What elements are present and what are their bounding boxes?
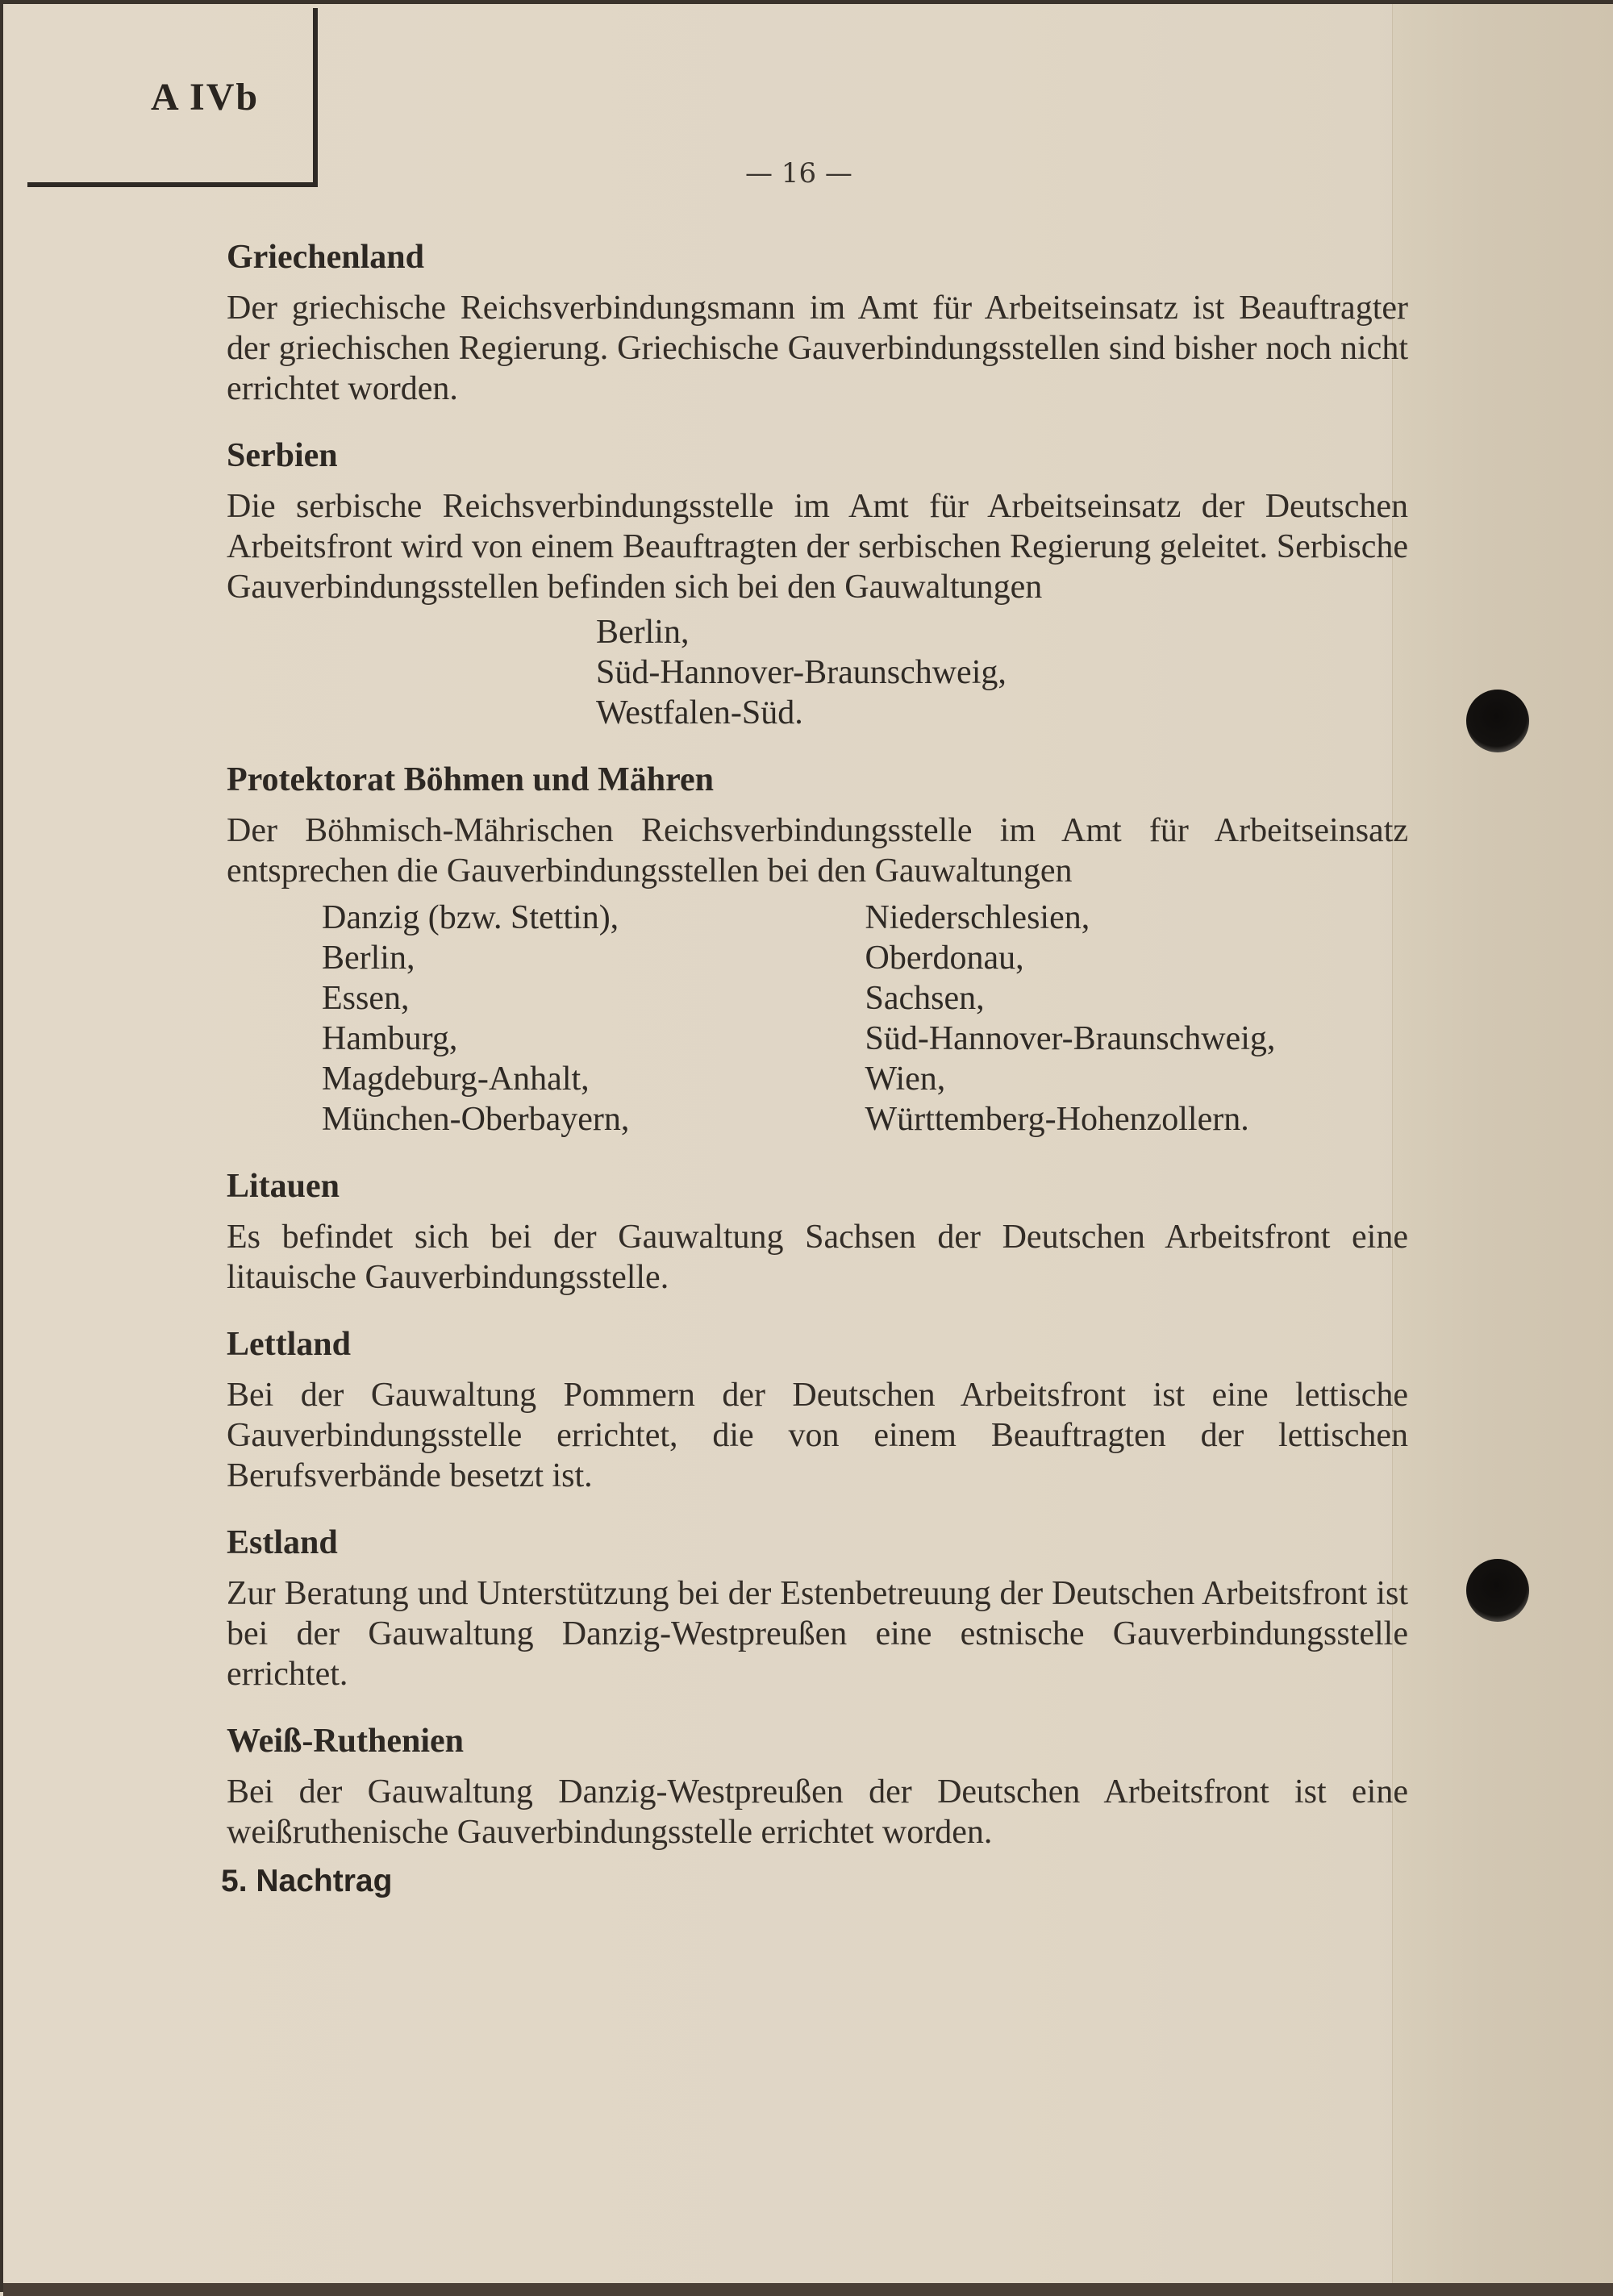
corner-label: A IVb: [151, 76, 260, 119]
list-item: Danzig (bzw. Stettin),: [322, 899, 619, 936]
section-paragraph: Bei der Gauwaltung Pommern der Deutschen Arbeitsfront ist eine lettische Gauverbindungsstelle errichtet, die von einem Beauftragten der lettischen Berufsverbände besetzt ist.: [227, 1377, 1408, 1494]
section-litauen: [227, 1167, 1408, 1298]
punch-hole-lower: [1466, 1559, 1529, 1622]
page-bottom-edge: [3, 2283, 1613, 2296]
list-item: Hamburg,: [322, 1020, 458, 1057]
list-item: Sachsen,: [865, 980, 985, 1017]
list-item: Süd-Hannover-Braunschweig,: [596, 654, 1007, 691]
section-lettland: [227, 1325, 1408, 1496]
page-number: — 16 —: [745, 157, 852, 190]
section-heading: Protektorat Böhmen und Mähren: [227, 761, 714, 798]
list-item: Berlin,: [322, 940, 415, 977]
list-item: Magdeburg-Anhalt,: [322, 1060, 590, 1098]
list-item: Westfalen-Süd.: [596, 694, 803, 731]
list-item: Niederschlesien,: [865, 899, 1090, 936]
document-body: [221, 238, 1408, 1899]
section-paragraph: Der griechische Reichsverbindungsmann im Amt für Arbeitseinsatz ist Beauftragter der griechischen Regierung. Griechische Gauverbindungsstellen sind bisher noch nicht errichtet worden.: [227, 290, 1408, 407]
page-margin-edge: [1392, 4, 1613, 2296]
section-protektorat: [227, 760, 1408, 1140]
section-paragraph: Die serbische Reichsverbindungsstelle im Amt für Arbeitseinsatz der Deutschen Arbeitsfront wird von einem Beauftragten der serbischen Regierung geleitet. Serbische Gauverbindungsstellen befinden sich bei den Gauwaltungen: [227, 488, 1408, 606]
list-item: Essen,: [322, 980, 410, 1017]
gauwaltung-list: [596, 612, 1408, 733]
section-paragraph: Zur Beratung und Unterstützung bei der Estenbetreuung der Deutschen Arbeitsfront ist bei der Gauwaltung Danzig-Westpreußen eine estnische Gauverbindungsstelle errichtet.: [227, 1575, 1408, 1693]
section-heading: Griechenland: [227, 239, 425, 276]
section-serbien: [227, 436, 1408, 733]
section-griechenland: [227, 238, 1408, 409]
section-paragraph: Es befindet sich bei der Gauwaltung Sachsen der Deutschen Arbeitsfront eine litauische Gauverbindungsstelle.: [227, 1219, 1408, 1296]
section-estland: [227, 1523, 1408, 1694]
section-weiss-ruthenien: [227, 1722, 1408, 1852]
list-item: Oberdonau,: [865, 940, 1024, 977]
section-heading: Estland: [227, 1524, 338, 1561]
left-column: [322, 898, 865, 1140]
nachtrag-label: 5. Nachtrag: [221, 1864, 393, 1898]
list-item: Berlin,: [596, 614, 690, 651]
right-column: [865, 898, 1409, 1140]
section-paragraph: Der Böhmisch-Mährischen Reichsverbindungsstelle im Amt für Arbeitseinsatz entsprechen die Gauverbindungsstellen bei den Gauwaltungen: [227, 812, 1408, 890]
list-item: Wien,: [865, 1060, 946, 1098]
list-item: München-Oberbayern,: [322, 1101, 630, 1138]
list-item: Württemberg-Hohenzollern.: [865, 1101, 1249, 1138]
section-heading: Litauen: [227, 1168, 340, 1205]
list-item: Süd-Hannover-Braunschweig,: [865, 1020, 1276, 1057]
section-heading: Weiß-Ruthenien: [227, 1723, 465, 1760]
section-paragraph: Bei der Gauwaltung Danzig-Westpreußen der Deutschen Arbeitsfront ist eine weißruthenische Gauverbindungsstelle errichtet worden.: [227, 1773, 1408, 1851]
section-heading: Serbien: [227, 437, 338, 474]
section-heading: Lettland: [227, 1326, 352, 1363]
gauwaltung-columns: [322, 898, 1408, 1140]
punch-hole-upper: [1466, 690, 1529, 752]
